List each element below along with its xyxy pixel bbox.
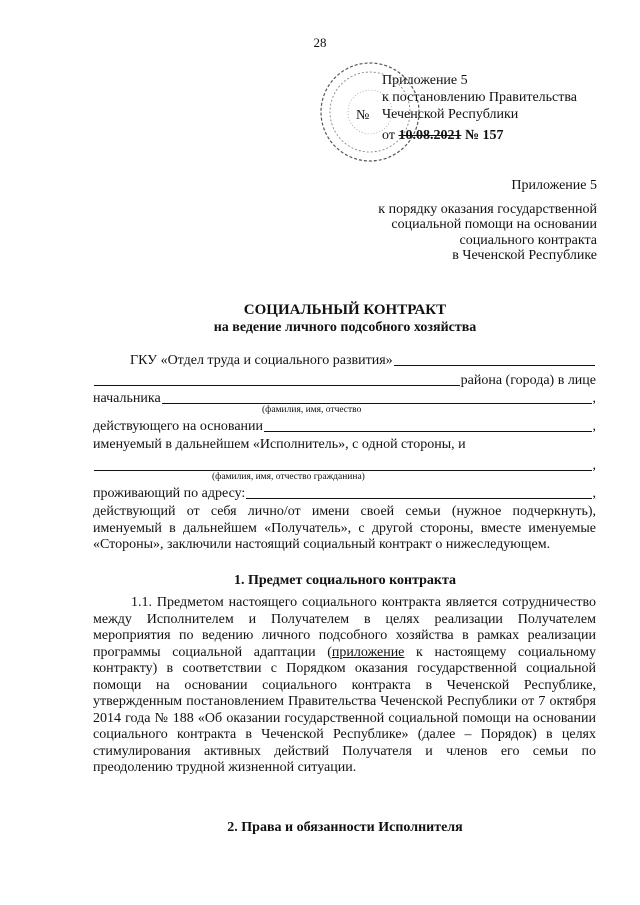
approval-line1: Приложение 5 xyxy=(382,73,468,88)
section1-paragraph xyxy=(93,595,596,777)
section1-text-b: к настоящему социальному контракту) в соответствии с Порядком оказания государственной социальной помощи на основании социального контракта в Чеченской Республике, утвержденным постановлением Правительства Чеченской Республики от 7 октября 2014 года № 188 «Об оказании государственной социальной помощи на основании социального контракта в Чеченской Республике» (далее – Порядок) в целях стимулирования активных действий Получателя и членов его семьи по преодолению трудной жизненной ситуации. xyxy=(93,644,596,775)
approval-prefix: от xyxy=(382,128,395,143)
acting-label: действующего на основании xyxy=(93,419,264,434)
caption-fio: (фамилия, имя, отчество xyxy=(262,405,362,415)
section1-link[interactable]: приложение xyxy=(331,644,405,660)
acting-comma: , xyxy=(592,419,596,434)
appendix-line1: Приложение 5 xyxy=(511,178,597,193)
form-line-district xyxy=(93,372,596,389)
residing-blank[interactable] xyxy=(246,485,591,499)
stamp-number-sign: № xyxy=(356,108,370,123)
approval-num-sign: № xyxy=(464,128,480,143)
appendix-line5: в Чеченской Республике xyxy=(452,248,597,263)
section1-text-a: 1.1. Предметом настоящего социального контракта является сотрудничество между Исполнителем и Получателем в целях реализации Получателем мероприятия по ведению личного подсобного хозяйства в рамках реализации программы социальной адаптации ( xyxy=(93,595,596,660)
approval-line2: к постановлению Правительства xyxy=(382,90,578,105)
section1-heading: 1. Предмет социального контракта xyxy=(233,573,457,588)
appendix-line4: социального контракта xyxy=(459,232,597,248)
gku-label: ГКУ «Отдел труда и социального развития» xyxy=(130,353,393,368)
acting-blank[interactable] xyxy=(264,418,591,432)
chief-label: начальника xyxy=(93,391,161,406)
appendix-line3: социальной помощи на основании xyxy=(391,217,597,232)
form-line-residing xyxy=(93,485,596,502)
gku-blank[interactable] xyxy=(394,352,595,366)
citizen-blank[interactable] xyxy=(94,457,592,471)
district-label: района (города) в лице xyxy=(460,373,596,388)
form-line-executor xyxy=(93,437,596,453)
residing-label: проживающий по адресу: xyxy=(93,486,246,501)
appendix-line2: к порядку оказания государственной xyxy=(378,201,597,217)
citizen-comma: , xyxy=(592,458,596,473)
executor-text: именуемый в дальнейшем «Исполнитель», с одной стороны, и xyxy=(93,437,466,452)
caption-citizen: (фамилия, имя, отчество гражданина) xyxy=(212,472,365,482)
form-line-acting xyxy=(93,418,596,435)
approval-date-line xyxy=(382,127,577,144)
chief-blank[interactable] xyxy=(162,390,592,404)
approval-date: 10.08.2021 xyxy=(398,128,462,143)
residing-comma: , xyxy=(592,486,596,501)
document-subtitle: на ведение личного подсобного хозяйства xyxy=(213,320,477,335)
chief-comma: , xyxy=(592,391,596,406)
approval-number: 157 xyxy=(482,128,504,143)
approval-block xyxy=(382,72,577,144)
section2-heading: 2. Права и обязанности Исполнителя xyxy=(227,820,463,835)
appendix-block xyxy=(378,178,597,264)
district-blank[interactable] xyxy=(94,372,460,386)
intro-paragraph: действующий от себя лично/от имени своей семьи (нужное подчеркнуть), именуемый в дальнейшем «Получатель», с другой стороны, вместе именуемые «Стороны», заключили настоящий социальный контракт о нижеследующем. xyxy=(93,504,596,552)
approval-line3: Чеченской Республики xyxy=(382,107,519,122)
page-number: 28 xyxy=(313,35,327,50)
document-title: СОЦИАЛЬНЫЙ КОНТРАКТ xyxy=(243,302,447,318)
form-line-gku xyxy=(130,352,596,369)
